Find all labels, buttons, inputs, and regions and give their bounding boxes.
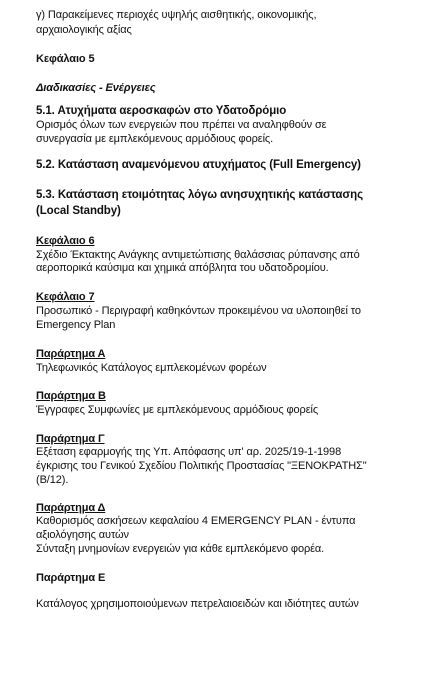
chapter-7-line-2: Emergency Plan (36, 319, 116, 331)
appendix-b-title: Παράρτημα Β (36, 390, 106, 402)
chapter-7-title: Κεφάλαιο 7 (36, 291, 95, 303)
appendix-g-line-2: έγκρισης του Γενικού Σχεδίου Πολιτικής Προστασίας "ΞΕΝΟΚΡΑΤΗΣ" (36, 460, 367, 472)
intro-line-1: γ) Παρακείμενες περιοχές υψηλής αισθητικής, οικονομικής, (36, 9, 317, 21)
section-5-3-title-line-2: (Local Standby) (36, 205, 121, 217)
appendix-g-title: Παράρτημα Γ (36, 433, 105, 445)
appendix-b-line-1: Έγγραφες Συμφωνίες με εμπλεκόμενους αρμόδιους φορείς (36, 404, 319, 416)
appendix-e-title: Παράρτημα Ε (36, 572, 106, 584)
appendix-a-line-1: Τηλεφωνικός Κατάλογος εμπλεκομένων φορέων (36, 362, 267, 374)
section-5-3-title-line-1: 5.3. Κατάσταση ετοιμότητας λόγω ανησυχητικής κατάστασης (36, 189, 363, 201)
appendix-e-line-1: Κατάλογος χρησιμοποιούμενων πετρελαιοειδών και ιδιότητες αυτών (36, 598, 359, 610)
appendix-g-line-3: (Β/12). (36, 474, 69, 486)
appendix-d-line-3: Σύνταξη μνημονίων ενεργειών για κάθε εμπλεκόμενο φορέα. (36, 543, 325, 555)
appendix-g-line-1: Εξέταση εφαρμογής της Υπ. Απόφασης υπ' αρ. 2025/19-1-1998 (36, 446, 342, 458)
section-5-1-line-1: Ορισμός όλων των ενεργειών που πρέπει να αναληφθούν σε (36, 119, 327, 131)
appendix-d-line-1: Καθορισμός ασκήσεων κεφαλαίου 4 EMERGENCY PLAN - έντυπα (36, 515, 356, 527)
appendix-a-title: Παράρτημα Α (36, 348, 106, 360)
chapter-5-subtitle: Διαδικασίες - Ενέργειες (36, 82, 156, 94)
chapter-7-line-1: Προσωπικό - Περιγραφή καθηκόντων προκειμένου να υλοποιηθεί το (36, 305, 361, 317)
section-5-1-title: 5.1. Ατυχήματα αεροσκαφών στο Υδατοδρόμιο (36, 105, 287, 117)
section-5-2-title: 5.2. Κατάσταση αναμενόμενου ατυχήματος (Full Emergency) (36, 159, 361, 171)
chapter-6-title: Κεφάλαιο 6 (36, 235, 95, 247)
chapter-6-line-1: Σχέδιο Έκτακτης Ανάγκης αντιμετώπισης θαλάσσιας ρύπανσης από (36, 249, 360, 261)
section-5-1-line-2: συνεργασία με εμπλεκόμενους αρμόδιους φορείς. (36, 133, 274, 145)
intro-line-2: αρχαιολογικής αξίας (36, 24, 132, 36)
chapter-5-title: Κεφάλαιο 5 (36, 53, 95, 65)
appendix-d-title: Παράρτημα Δ (36, 502, 106, 514)
chapter-6-line-2: αεροπορικά καύσιμα και χημικά απόβλητα του υδατοδρομίου. (36, 262, 329, 274)
appendix-d-line-2: αξιολόγησης αυτών (36, 529, 129, 541)
